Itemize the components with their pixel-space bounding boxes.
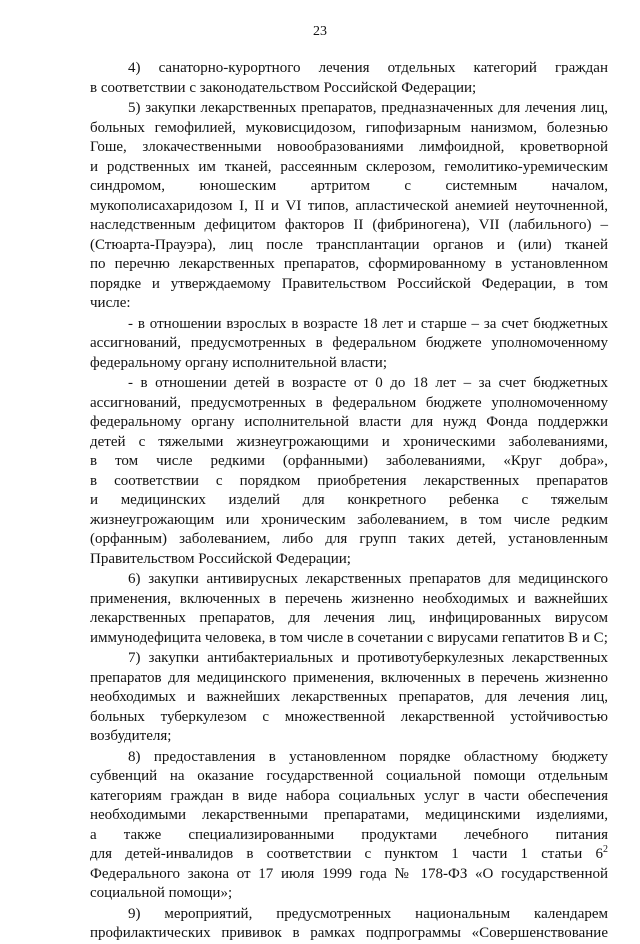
text-line: 7) закупки антибактериальных и противотуберкулезных лекарственных xyxy=(128,650,608,666)
text-line: Федерального закона от 17 июля 1999 года № 178-ФЗ «О государственной xyxy=(90,865,608,882)
text-line: больных гемофилией, муковисцидозом, гипофизарным нанизмом, болезнью xyxy=(90,119,608,136)
text-line: - в отношении взрослых в возрасте 18 лет и старше – за счет бюджетных xyxy=(128,315,608,332)
text-line: синдромом, юношеским артритом с системным началом, xyxy=(90,178,608,194)
text-line: федеральному органу исполнительной власти для нужд Фонда поддержки xyxy=(90,414,608,430)
text-line: в соответствии с порядком приобретения лекарственных препаратов xyxy=(90,472,608,489)
text-line: ассигнований, предусмотренных в федеральном бюджете уполномоченному xyxy=(90,394,608,411)
text-line: категориям граждан в виде набора социальных услуг в части обеспечения xyxy=(90,787,608,804)
text-line: Правительством Российской Федерации; xyxy=(90,550,351,567)
text-line: по перечню лекарственных препаратов, сформированному в установленном xyxy=(90,256,608,272)
text-line: необходимых и важнейших лекарственных препаратов, для лечения лиц, xyxy=(90,689,608,705)
text-line: ассигнований, предусмотренных в федеральном бюджете уполномоченному xyxy=(90,335,608,351)
paragraph-item4 xyxy=(90,59,608,98)
text-line: 6) закупки антивирусных лекарственных препаратов для медицинского xyxy=(128,571,608,587)
paragraph-item6 xyxy=(90,570,608,648)
text-line: а также специализированными продуктами лечебного питания xyxy=(90,826,608,843)
superscript: 2 xyxy=(603,844,608,855)
text-line: больных туберкулезом с множественной лекарственной устойчивостью xyxy=(90,708,608,725)
text-line: детей с тяжелыми жизнеугрожающими и хроническими заболеваниями, xyxy=(90,433,608,450)
text-line: лекарственных препаратов, для лечения лиц, инфицированных вирусом xyxy=(90,610,608,626)
text-line: и родственных им тканей, рассеянным склерозом, гемолитико-уремическим xyxy=(90,158,608,175)
paragraph-item8 xyxy=(90,748,608,904)
text-line: в том числе редкими (орфанными) заболеваниями, «Круг добра», xyxy=(90,453,608,469)
text-line: профилактических прививок в рамках подпрограммы «Совершенствование xyxy=(90,925,608,941)
text-line: (Стюарта-Прауэра), лиц после трансплантации органов и (или) тканей xyxy=(90,236,608,253)
paragraph-item5 xyxy=(90,99,608,314)
page-number: 23 xyxy=(313,24,327,39)
text-line: возбудителя; xyxy=(90,728,172,744)
text-line: иммунодефицита человека, в том числе в сочетании с вирусами гепатитов В и С; xyxy=(90,629,608,646)
text-line: 8) предоставления в установленном порядке областному бюджету xyxy=(128,748,608,765)
text-line: - в отношении детей в возрасте от 0 до 18 лет – за счет бюджетных xyxy=(128,375,608,391)
text-line: применения, включенных в перечень жизненно необходимых и важнейших xyxy=(90,590,608,607)
text-line: жизнеугрожающим или хроническим заболеванием, в том числе редким xyxy=(90,511,608,528)
text-line: федеральному органу исполнительной власти; xyxy=(90,354,387,371)
text-line: 4) санаторно-курортного лечения отдельных категорий граждан xyxy=(128,60,608,76)
paragraph-item5-adults xyxy=(90,315,608,374)
text-line: порядке и утверждаемому Правительством Российской Федерации, в том xyxy=(90,275,608,292)
text-line: 9) мероприятий, предусмотренных национальным календарем xyxy=(128,905,608,922)
text-line: в соответствии с законодательством Российской Федерации; xyxy=(90,79,477,96)
text-line: Гоше, злокачественными новообразованиями лимфоидной, кроветворной xyxy=(90,139,608,155)
text-line: (орфанным) заболеванием, либо для групп таких детей, установленным xyxy=(90,531,608,547)
text-line: и медицинских изделий для конкретного ребенка с тяжелым xyxy=(90,492,608,508)
text-line: для детей-инвалидов в соответствии с пунктом 1 части 1 статьи $6^2$ xyxy=(90,844,608,862)
paragraph-item9 xyxy=(90,905,608,944)
text-line: необходимыми лекарственными препаратами, медицинскими изделиями, xyxy=(90,807,608,823)
text-line: 5) закупки лекарственных препаратов, предназначенных для лечения лиц, xyxy=(128,100,608,116)
text-line: препаратов для медицинского применения, включенных в перечень жизненно xyxy=(90,669,608,686)
text-line: мукополисахаридозом I, II и VI типов, апластической анемией неуточненной, xyxy=(90,197,608,214)
paragraph-item5-children xyxy=(90,374,608,569)
document-body xyxy=(90,59,608,944)
text-line: субвенций на оказание государственной социальной помощи отдельным xyxy=(90,768,608,784)
text-line: числе: xyxy=(90,295,131,311)
text-line: наследственным дефицитом факторов II (фибриногена), VII (лабильного) – xyxy=(90,217,608,233)
paragraph-item7 xyxy=(90,649,608,747)
text-line: социальной помощи»; xyxy=(90,885,233,901)
